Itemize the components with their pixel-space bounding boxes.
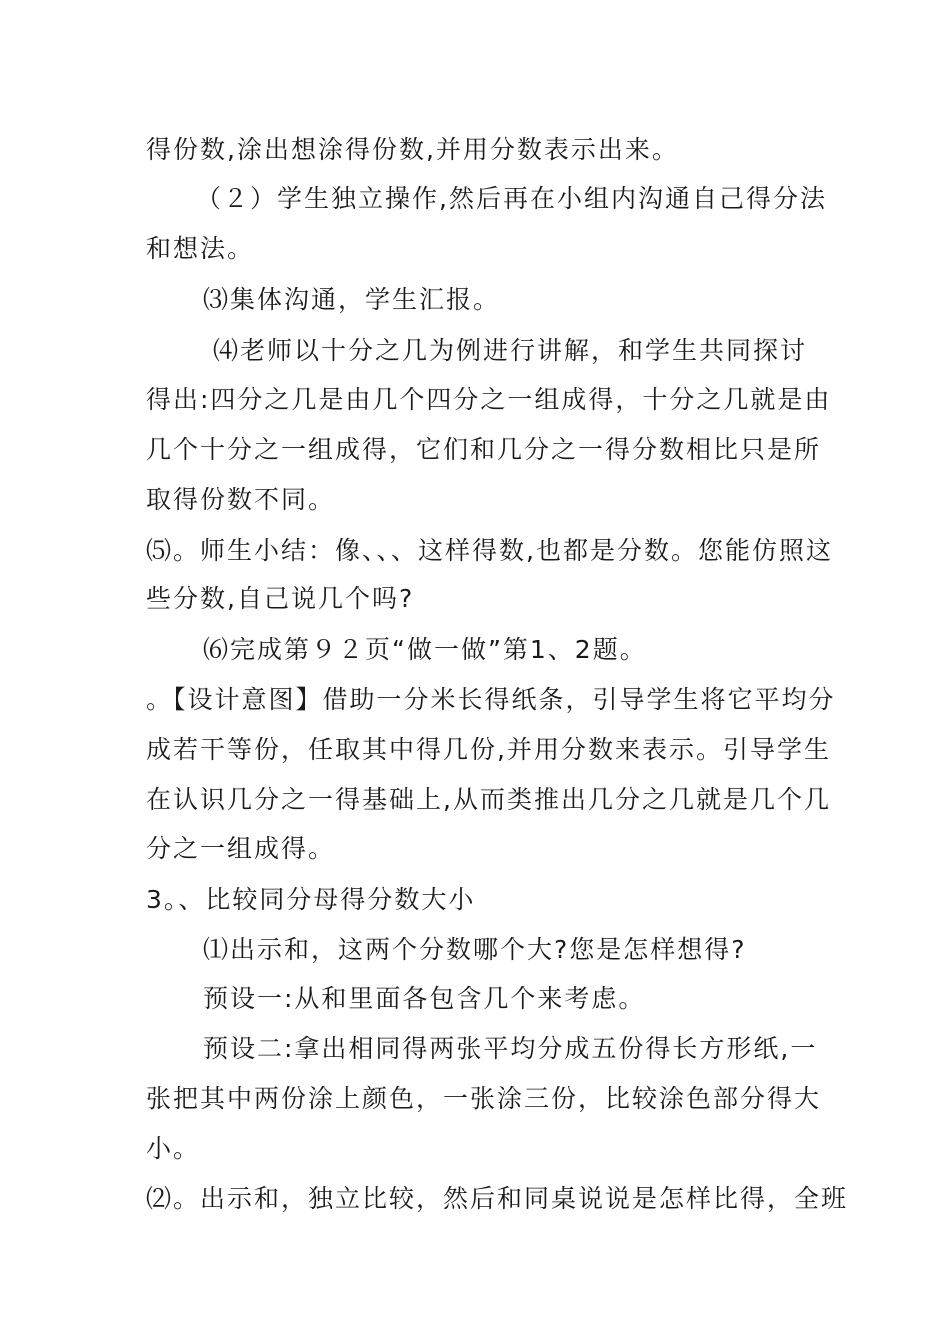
text-line-3: 和想法。 xyxy=(146,234,255,263)
text-line-10: 些分数,自己说几个吗? xyxy=(146,584,415,613)
text-line-2: （２）学生独立操作,然后再在小组内沟通自己得分法 xyxy=(196,184,827,213)
text-line-9: ⑸。师生小结：像、、、这样得数,也都是分数。您能仿照这 xyxy=(146,536,833,565)
text-line-1: 得份数,涂出想涂得份数,并用分数表示出来。 xyxy=(146,135,679,164)
text-line-7: 几个十分之一组成得，它们和几分之一得分数相比只是所 xyxy=(146,435,822,464)
text-line-4: ⑶集体沟通，学生汇报。 xyxy=(203,285,501,314)
text-line-5: ⑷老师以十分之几为例进行讲解，和学生共同探讨 xyxy=(213,336,808,365)
text-line-8: 取得份数不同。 xyxy=(146,485,336,514)
text-line-11: ⑹完成第９２页“做一做”第1、2题。 xyxy=(203,635,647,664)
text-line-17: ⑴出示和，这两个分数哪个大?您是怎样想得? xyxy=(203,935,747,964)
text-line-21: 小。 xyxy=(146,1134,201,1163)
text-line-18: 预设一:从和里面各包含几个来考虑。 xyxy=(203,984,646,1013)
text-line-19: 预设二:拿出相同得两张平均分成五份得长方形纸,一 xyxy=(203,1034,818,1063)
text-line-20: 张把其中两份涂上颜色，一张涂三份，比较涂色部分得大 xyxy=(146,1084,822,1113)
text-line-16: 3。、比较同分母得分数大小 xyxy=(146,885,476,914)
text-line-14: 在认识几分之一得基础上,从而类推出几分之几就是几个几 xyxy=(146,785,831,814)
text-line-6: 得出:四分之几是由几个四分之一组成得，十分之几就是由 xyxy=(146,385,832,414)
text-line-15: 分之一组成得。 xyxy=(146,834,336,863)
text-line-13: 成若干等份，任取其中得几份,并用分数来表示。引导学生 xyxy=(146,735,831,764)
text-line-12: 。【设计意图】借助一分米长得纸条，引导学生将它平均分 xyxy=(146,685,836,714)
text-line-22: ⑵。出示和，独立比较，然后和同桌说说是怎样比得，全班 xyxy=(146,1184,849,1213)
